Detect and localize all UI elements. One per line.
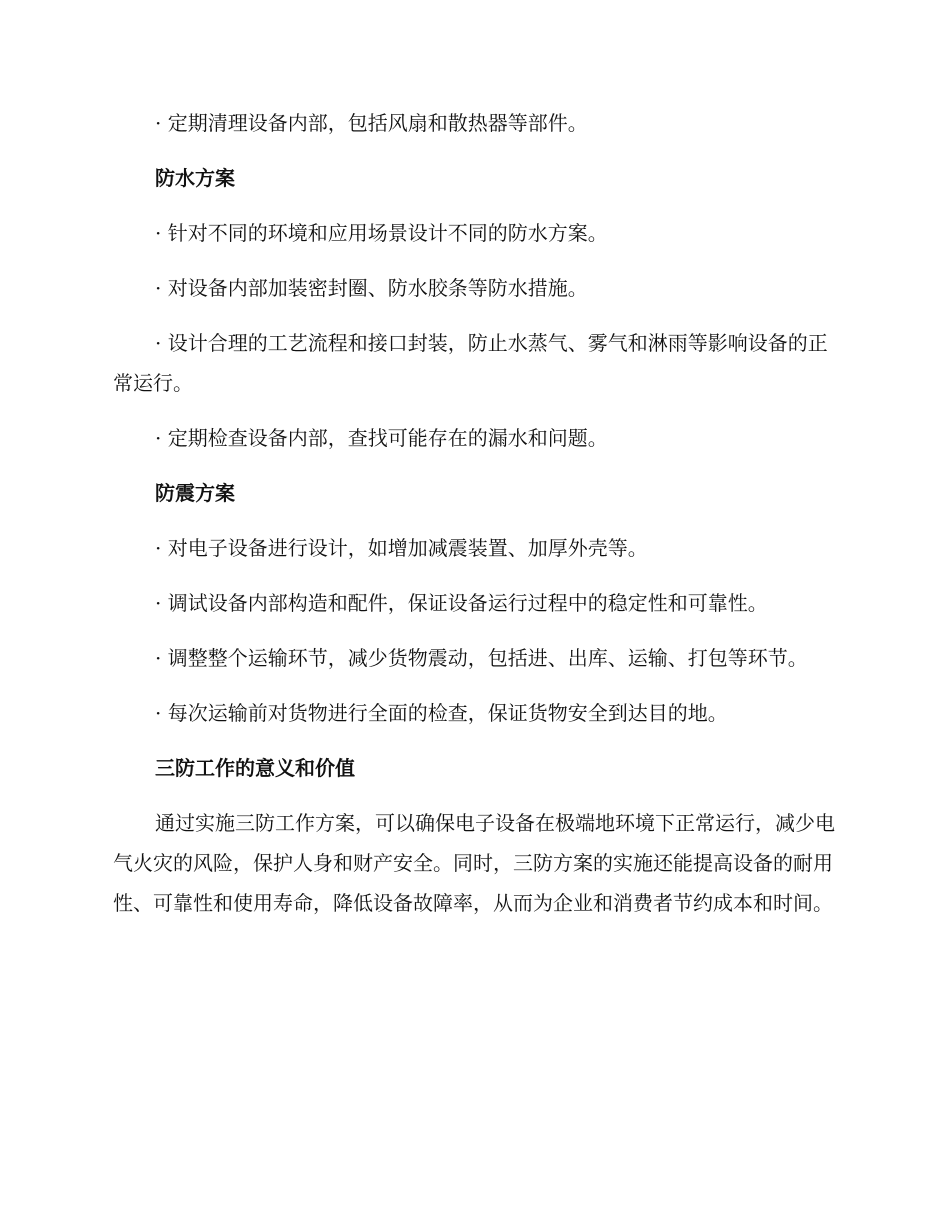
heading-waterproof: 防水方案 [155, 166, 235, 190]
bullet-process-design: · 设计合理的工艺流程和接口封装，防止水蒸气、雾气和淋雨等影响设备的正常运行。 [113, 331, 828, 395]
heading-significance: 三防工作的意义和价值 [155, 756, 355, 780]
bullet-seals: · 对设备内部加装密封圈、防水胶条等防水措施。 [155, 276, 588, 300]
bullet-clean-interior: · 定期清理设备内部，包括风扇和散热器等部件。 [155, 111, 588, 135]
bullet-transport-adjust: · 调整整个运输环节，减少货物震动，包括进、出库、运输、打包等环节。 [155, 646, 808, 670]
document-page [113, 103, 835, 938]
bullet-pre-shipment-check: · 每次运输前对货物进行全面的检查，保证货物安全到达目的地。 [155, 701, 728, 725]
paragraph-significance: 通过实施三防工作方案，可以确保电子设备在极端地环境下正常运行，减少电气火灾的风险，保护人身和财产安全。同时，三防方案的实施还能提高设备的耐用性、可靠性和使用寿命，降低设备故障率，从而为企业和消费者节约成本和时间。 [113, 811, 835, 915]
bullet-leak-check: · 定期检查设备内部，查找可能存在的漏水和问题。 [155, 426, 608, 450]
bullet-shock-design: · 对电子设备进行设计，如增加减震装置、加厚外壳等。 [155, 536, 648, 560]
bullet-waterproof-design: · 针对不同的环境和应用场景设计不同的防水方案。 [155, 221, 608, 245]
heading-shockproof: 防震方案 [155, 481, 235, 505]
bullet-debug-structure: · 调试设备内部构造和配件，保证设备运行过程中的稳定性和可靠性。 [155, 591, 768, 615]
